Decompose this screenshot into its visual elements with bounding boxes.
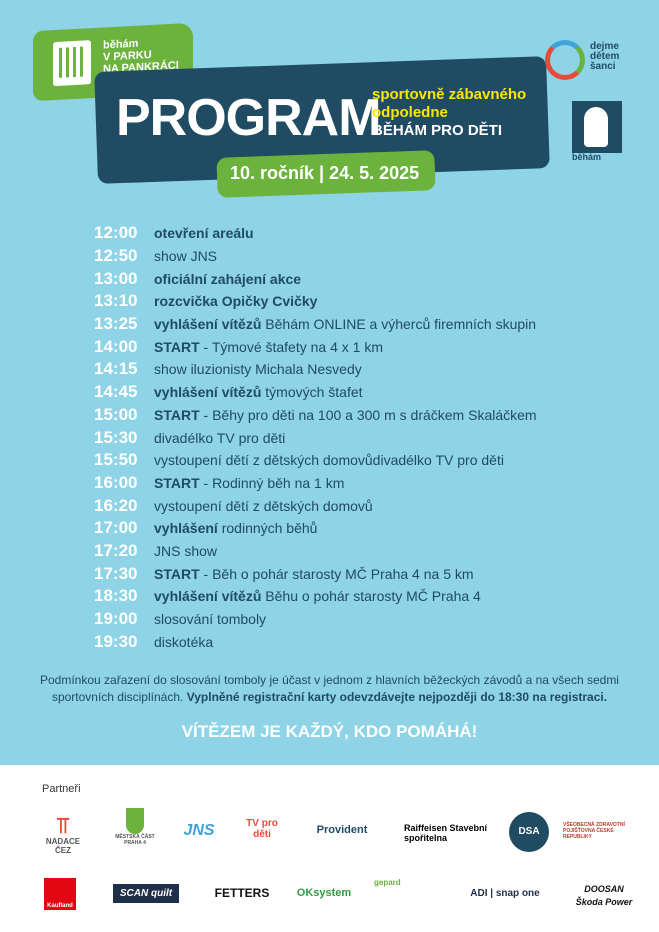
schedule-description-bold: START — [154, 474, 200, 491]
schedule-description — [154, 407, 537, 423]
schedule-time: 14:45 — [94, 382, 138, 402]
schedule-description-text: Běhu o pohár starosty MČ Praha 4 — [261, 588, 481, 605]
partner-logo-gepard: gepard — [374, 878, 401, 887]
schedule-row — [94, 562, 537, 585]
schedule-time: 14:00 — [94, 336, 138, 356]
schedule-row — [94, 222, 537, 245]
schedule-time: 17:00 — [94, 518, 138, 538]
cez-icon: ⫪ — [56, 813, 70, 838]
edition-text: 10. ročník | 24. 5. 2025 — [230, 163, 420, 183]
schedule-description — [154, 452, 504, 468]
building-icon — [53, 40, 91, 86]
schedule-description — [154, 520, 317, 536]
partner-logo-oksystem: OKsystem — [296, 887, 352, 899]
dds-line3: šanci — [590, 61, 616, 72]
schedule-row — [94, 585, 537, 608]
dejme-detem-sanci-logo — [545, 40, 585, 80]
schedule-description-bold: oficiální zahájení akce — [154, 270, 302, 287]
partner-logo-tv-pro-deti: TV pro děti — [246, 818, 278, 840]
raffle-note-bold: Vyplněné registrační karty odevzdávejte nejpozději do 18:30 na registraci. — [186, 690, 608, 704]
schedule-description-text: rodinných běhů — [217, 520, 318, 537]
schedule-description — [154, 316, 536, 332]
dds-line1: dejme — [590, 41, 619, 52]
coat-of-arms-icon — [126, 808, 144, 834]
beham-logo — [572, 101, 622, 153]
schedule-description-text: JNS show — [154, 542, 218, 559]
subtitle-line2: odpoledne — [372, 104, 448, 121]
schedule-description-bold: vyhlášení vítězů — [154, 588, 262, 605]
partner-logo-scanquilt: SCAN quilt — [113, 884, 179, 903]
raffle-note — [20, 672, 639, 706]
schedule-description — [154, 611, 266, 627]
schedule-row — [94, 381, 537, 404]
schedule-row — [94, 494, 537, 517]
schedule-time: 18:30 — [94, 586, 138, 606]
schedule-row — [94, 540, 537, 563]
schedule-description-bold: vyhlášení — [154, 520, 218, 537]
subtitle-line3: BĚHÁM PRO DĚTI — [372, 122, 503, 139]
schedule-description-text: vystoupení dětí z dětských domovů — [154, 497, 373, 514]
schedule-description-text: - Týmové štafety na 4 x 1 km — [199, 338, 383, 355]
schedule-description — [154, 384, 363, 400]
runner-icon — [584, 107, 608, 147]
schedule-description-bold: vyhlášení vítězů — [154, 316, 262, 333]
schedule-time: 16:20 — [94, 495, 138, 515]
schedule-row — [94, 426, 537, 449]
schedule-description — [154, 498, 373, 514]
schedule-description-text: - Běhy pro děti na 100 a 300 m s dráčkem Skaláčkem — [199, 406, 537, 423]
schedule-description-text: diskotéka — [154, 633, 214, 650]
schedule-row — [94, 267, 537, 290]
partner-logo-raiffeisen: Raiffeisen Stavební spořitelna — [404, 823, 488, 843]
schedule-description — [154, 339, 383, 355]
schedule-time: 14:15 — [94, 359, 138, 379]
beham-logo-label: běhám — [572, 152, 602, 162]
schedule-description-bold: vyhlášení vítězů — [154, 384, 262, 401]
schedule-row — [94, 608, 537, 631]
schedule-row — [94, 313, 537, 336]
partners-background — [0, 765, 659, 932]
schedule-description-bold: otevření areálu — [154, 225, 254, 242]
schedule-description-text: týmových štafet — [261, 384, 363, 401]
event-logo-line2: V PARKU — [103, 48, 152, 64]
partner-logo-praha4: MĚSTSKÁ ČÁST PRAHA 4 — [110, 808, 160, 846]
partner-logo-doosan: DOOSAN Škoda Power — [575, 884, 633, 907]
schedule-description — [154, 634, 213, 650]
raffle-note-text: Podmínkou zařazení do slosování tomboly je účast v jednom z hlavních běžeckých závodů a na všech sedmi sportovních disciplínách. — [40, 673, 619, 704]
event-logo-line1: běhám — [103, 37, 139, 52]
schedule-description-bold: rozcvička Opičky Cvičky — [154, 293, 318, 310]
schedule-description-text: Běhám ONLINE a výherců firemních skupin — [261, 316, 537, 333]
schedule-description-text: slosování tomboly — [154, 611, 267, 628]
schedule-description — [154, 293, 317, 309]
schedule-row — [94, 449, 537, 472]
partner-logo-dsa: DSA — [509, 812, 549, 852]
schedule-time: 15:50 — [94, 450, 138, 470]
schedule-time: 13:00 — [94, 268, 138, 288]
schedule-row — [94, 290, 537, 313]
dds-line2: dětem — [590, 51, 620, 62]
schedule-row — [94, 335, 537, 358]
partner-logo-fetters: FETTERS — [214, 886, 270, 900]
schedule-time: 19:00 — [94, 609, 138, 629]
schedule-description-text: - Běh o pohár starosty MČ Praha 4 na 5 km — [199, 565, 474, 582]
schedule-row — [94, 404, 537, 427]
schedule-description-text: - Rodinný běh na 1 km — [199, 474, 345, 491]
schedule-time: 15:30 — [94, 427, 138, 447]
schedule-description — [154, 430, 285, 446]
schedule-time: 12:50 — [94, 246, 138, 266]
partner-logo-vzp: VŠEOBECNÁ ZDRAVOTNÍ POJIŠŤOVNA ČESKÉ REPUBLIKY — [563, 822, 625, 840]
schedule-row — [94, 245, 537, 268]
schedule-time: 15:00 — [94, 404, 138, 424]
schedule-description — [154, 566, 474, 582]
schedule-description — [154, 271, 301, 287]
partners-label: Partneři — [42, 783, 81, 795]
partner-logo-provident: Provident — [316, 824, 368, 836]
partner-logo-adi-snapone: ADI | snap one — [470, 888, 540, 899]
schedule-time: 17:30 — [94, 563, 138, 583]
schedule-description — [154, 475, 344, 491]
schedule-row — [94, 630, 537, 653]
schedule-row — [94, 358, 537, 381]
partner-logo-jns: JNS — [183, 822, 215, 839]
subtitle-line1: sportovně zábavného — [372, 86, 527, 103]
schedule-description-text: show iluzionisty Michala Nesvedy — [154, 361, 362, 378]
schedule-description — [154, 248, 217, 264]
schedule-row — [94, 472, 537, 495]
schedule-row — [94, 517, 537, 540]
schedule-time: 16:00 — [94, 472, 138, 492]
schedule-list — [94, 222, 537, 653]
schedule-time: 12:00 — [94, 223, 138, 243]
program-subtitle — [372, 86, 526, 140]
slogan: VÍTĚZEM JE KAŽDÝ, KDO POMÁHÁ! — [181, 722, 478, 741]
partner-logo-nadace-cez: ⫪ NADACE ČEZ — [38, 815, 88, 855]
schedule-description-text: vystoupení dětí z dětských domovůdivadélko TV pro děti — [154, 452, 504, 469]
schedule-time: 17:20 — [94, 540, 138, 560]
event-logo-line3: NA PANKRÁCI — [103, 59, 179, 76]
schedule-description — [154, 361, 362, 377]
schedule-description-bold: START — [154, 406, 200, 423]
schedule-time: 13:25 — [94, 314, 138, 334]
schedule-description-bold: START — [154, 338, 200, 355]
schedule-description-text: show JNS — [154, 248, 218, 265]
partner-logo-kaufland: Kaufland — [44, 878, 76, 910]
schedule-description-text: divadélko TV pro děti — [154, 429, 286, 446]
schedule-description-bold: START — [154, 565, 200, 582]
schedule-time: 19:30 — [94, 631, 138, 651]
page-title: PROGRAM — [116, 89, 381, 147]
schedule-time: 13:10 — [94, 291, 138, 311]
schedule-description — [154, 225, 254, 241]
schedule-description — [154, 588, 481, 604]
schedule-description — [154, 543, 217, 559]
